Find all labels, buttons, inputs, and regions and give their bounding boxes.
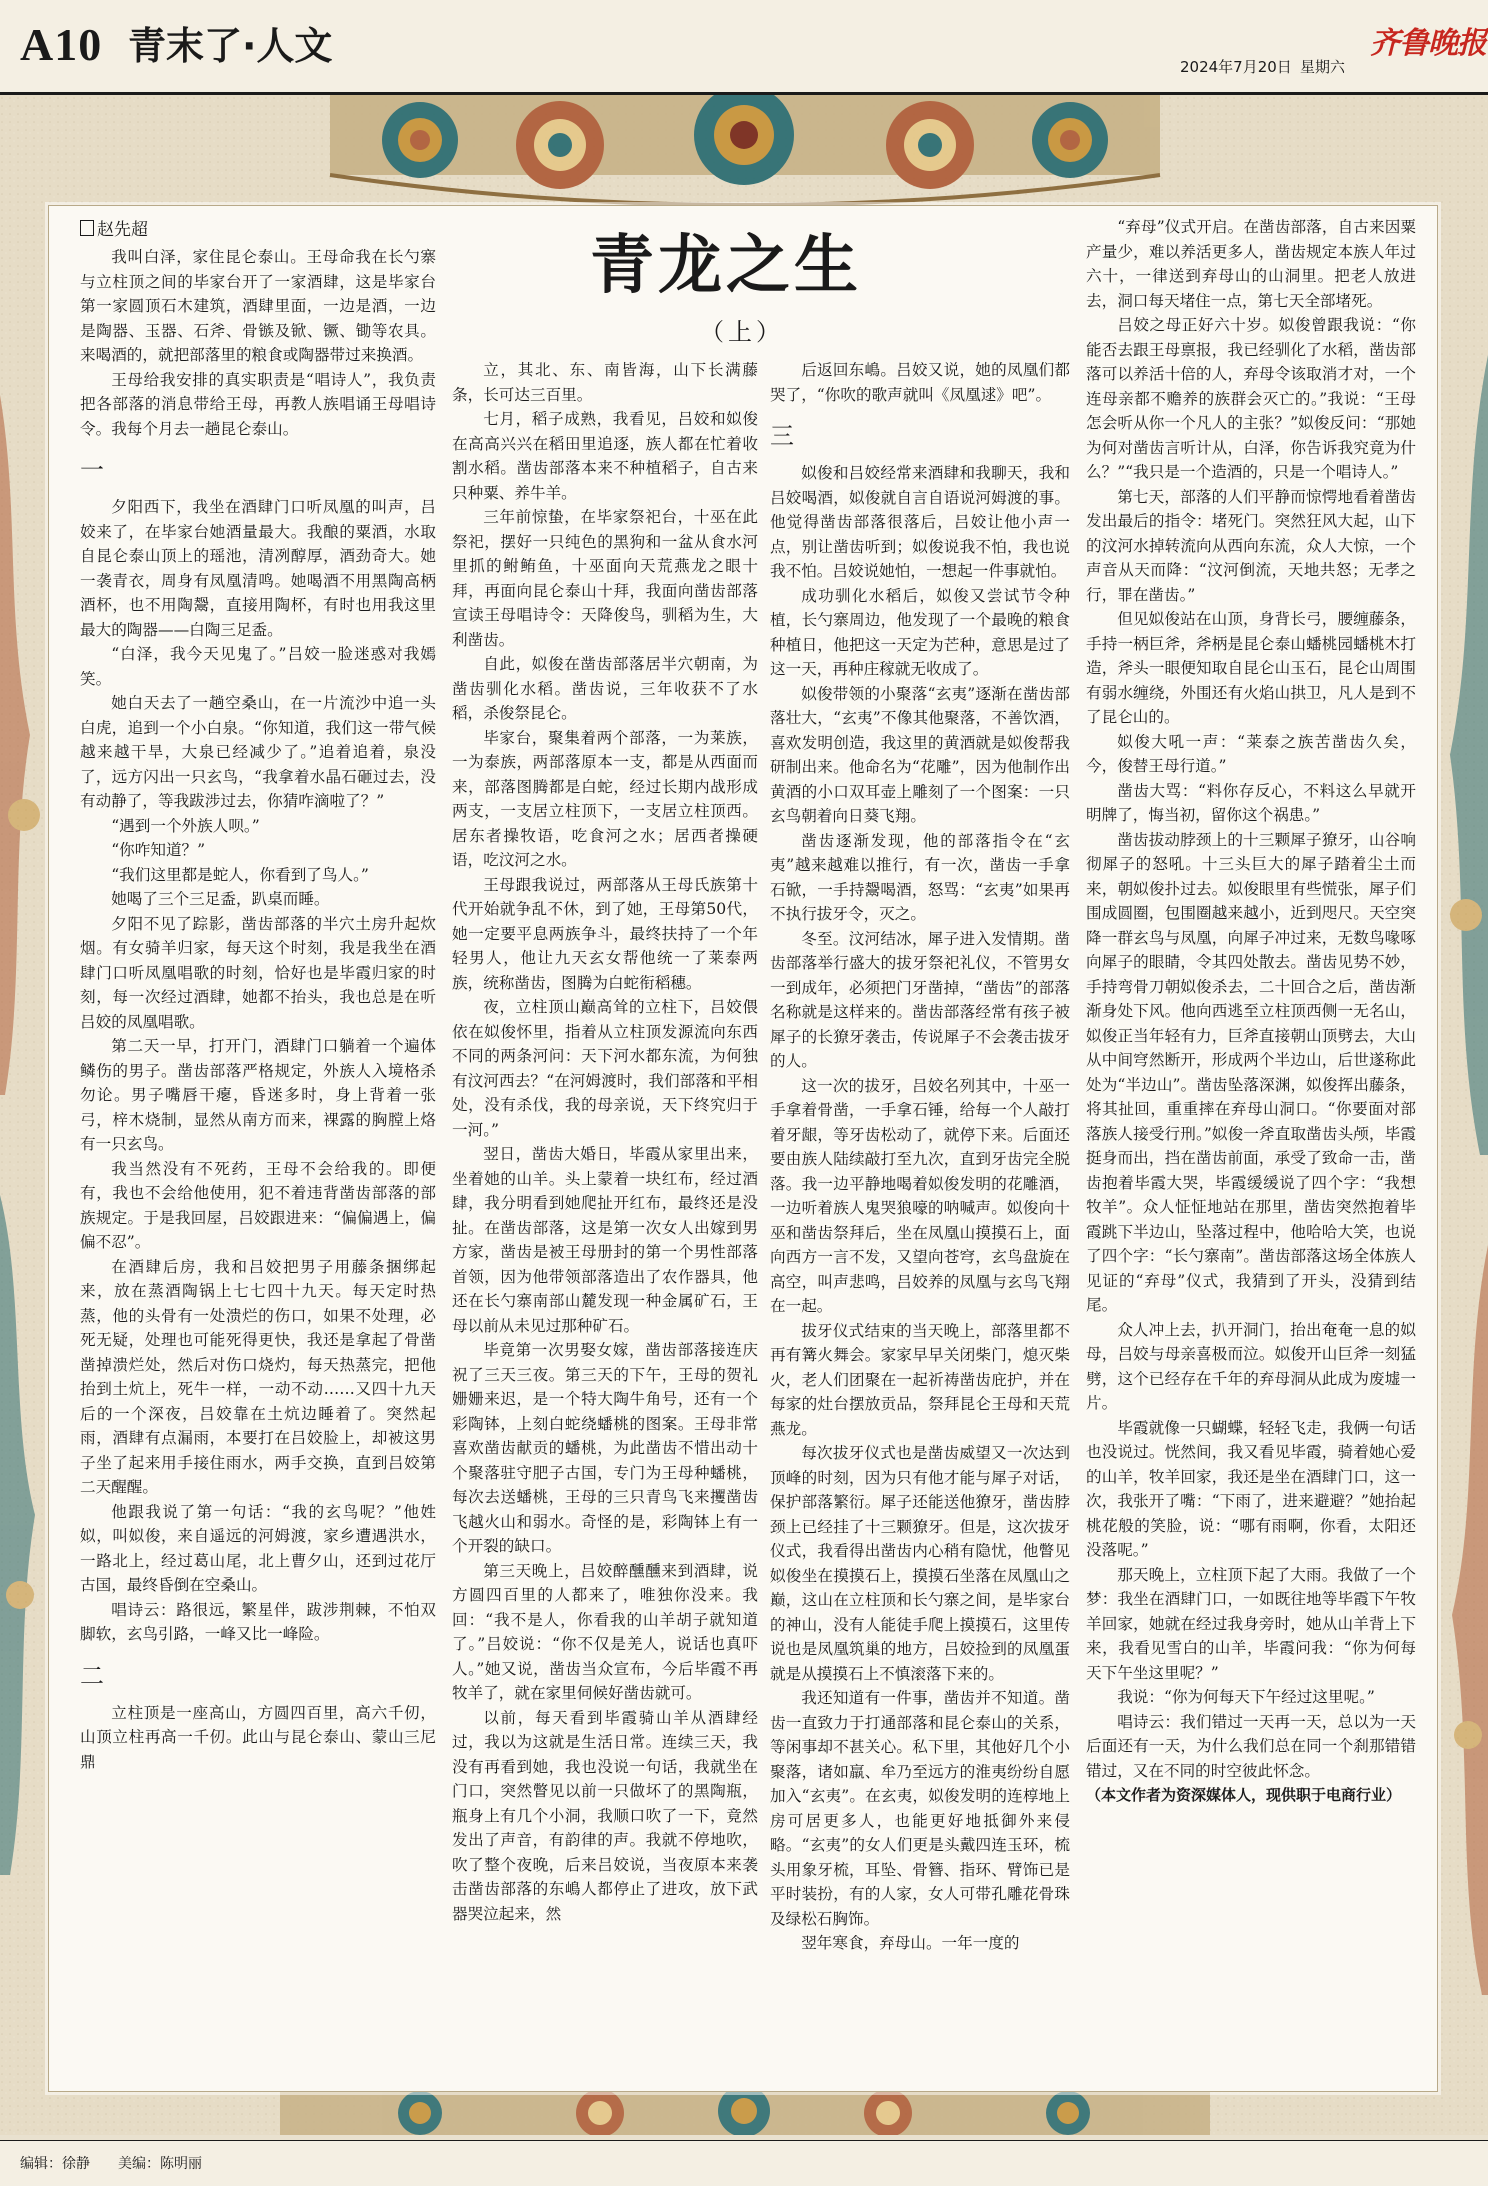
paragraph: 夕阳不见了踪影，凿齿部落的半穴土房升起炊烟。有女骑羊归家，每天这个时刻，我是我坐在酒肆门口听凤凰唱歌的时刻，恰好也是毕霞归家的时刻，每一次经过酒肆，她都不抬头，我也总是在听吕姣的凤凰唱歌。	[80, 914, 436, 1031]
section-heading: 一	[80, 456, 104, 484]
paragraph: 第七天，部落的人们平静而惊愕地看着凿齿发出最后的指令：堵死门。突然狂风大起，山下的汶河水掉转流向从西向东流，众人大惊，一个声音从天而降：“汶河倒流，天地共怒；无孝之行，罪在凿齿。”	[1086, 487, 1416, 604]
paragraph: 凿齿大骂：“料你存反心，不料这么早就开明牌了，悔当初，留你这个祸患。”	[1086, 781, 1416, 824]
paragraph: 三年前惊蛰，在毕家祭祀台，十巫在此祭祀，摆好一只纯色的黑狗和一盆从食水河里抓的鲋鲔鱼，十巫面向天荒燕龙之眼十拜，再面向昆仑泰山十拜，我面向凿齿部落宣读王母唱诗令：天降俊鸟，驯稻为生，大利凿齿。	[452, 508, 758, 649]
paragraph: 自此，姒俊在凿齿部落居半穴朝南，为凿齿驯化水稻。凿齿说，三年收获不了水稻，杀俊祭昆仑。	[452, 655, 758, 722]
paragraph: 她白天去了一趟空桑山，在一片流沙中追一头白虎，追到一个小白泉。“你知道，我们这一带气候越来越干旱，大泉已经减少了。”追着追着，泉没了，远方闪出一只玄鸟，“我拿着水晶石砸过去，没有动静了，等我跋涉过去，你猜咋滴啦了？”	[80, 694, 436, 810]
paragraph: 拔牙仪式结束的当天晚上，部落里都不再有篝火舞会。家家早早关闭柴门，熄灭柴火，老人们团聚在一起祈祷凿齿庇护，并在每家的灶台摆放贡品，祭拜昆仑王母和天荒燕龙。	[770, 1321, 1070, 1438]
paragraph: 王母给我安排的真实职责是“唱诗人”，我负责把各部落的消息带给王母，再教人族唱诵王母唱诗令。我每个月去一趟昆仑泰山。	[80, 370, 436, 438]
designer-credit: 美编：陈明丽	[118, 2156, 202, 2172]
paragraph: 每次拔牙仪式也是凿齿威望又一次达到顶峰的时刻，因为只有他才能与犀子对话，保护部落繁衍。犀子还能送他獠牙，凿齿脖颈上已经挂了十三颗獠牙。但是，这次拔牙仪式，我看得出凿齿内心稍有隐忧，他瞥见姒俊坐在摸摸石上，摸摸石坐落在凤凰山之巅，这山在立柱顶和长勺寨之间，是毕家台的神山，没有人能徒手爬上摸摸石，这里传说也是凤凰筑巢的地方，吕姣捡到的凤凰蛋就是从摸摸石上不慎滚落下来的。	[770, 1444, 1070, 1683]
masthead	[0, 0, 1488, 95]
paragraph: 这一次的拔牙，吕姣名列其中，十巫一手拿着骨凿，一手拿石锤，给每一个人敲打着牙龈，等牙齿松动了，就停下来。后面还要由族人陆续敲打至九次，直到牙齿完全脱落。我一边平静地喝着姒俊发明的花雕酒，一边听着族人鬼哭狼嚎的呐喊声。姒俊向十巫和凿齿祭拜后，坐在凤凰山摸摸石上，面向西方一言不发，又望向苍穹，玄鸟盘旋在高空，叫声悲鸣，吕姣养的凤凰与玄鸟飞翔在一起。	[770, 1076, 1070, 1315]
paragraph: “遇到一个外族人呗。”	[111, 816, 260, 835]
section-heading: 三	[770, 422, 794, 450]
paragraph: 立柱顶是一座高山，方圆四百里，高六千仞，山顶立柱再高一千仞。此山与昆仑泰山、蒙山三尼鼎	[80, 1703, 436, 1771]
paragraph: 姒俊大吼一声：“莱泰之族苦凿齿久矣，今，俊替王母行道。”	[1086, 732, 1416, 775]
paragraph: 我当然没有不死药，王母不会给我的。即便有，我也不会给他使用，犯不着违背凿齿部落的部族规定。于是我回屋，吕姣跟进来：“偏偏遇上，偏偏不忍”。	[80, 1159, 436, 1251]
paragraph: 第三天晚上，吕姣醉醺醺来到酒肆，说方圆四百里的人都来了，唯独你没来。我回：“我不是人，你看我的山羊胡子就知道了。”吕姣说：“你不仅是羌人，说话也真吓人。”她又说，凿齿当众宣布，今后毕霞不再牧羊了，就在家里伺候好凿齿就可。	[452, 1561, 758, 1702]
article-subtitle: （上）	[700, 318, 784, 346]
paragraph: 唱诗云：路很远，繁星伴，跋涉荆棘，不怕双脚软，玄鸟引路，一峰又比一峰险。	[80, 1600, 436, 1643]
paragraph: 后返回东嶋。吕姣又说，她的凤凰们都哭了，“你吹的歌声就叫《凤凰逑》吧”。	[770, 361, 1070, 404]
paragraph: 以前，每天看到毕霞骑山羊从酒肆经过，我以为这就是生活日常。连续三天，我没有再看到她，我也没说一句话，我就坐在门口，突然瞥见以前一只做坏了的黑陶瓶，瓶身上有几个小洞，我顺口吹了一下，竟然发出了声音，有韵律的声。我就不停地吹，吹了整个夜晚，后来吕姣说，当夜原本来袭击凿齿部落的东嶋人都停止了进攻，放下武器哭泣起来，然	[452, 1708, 758, 1923]
paragraph: 那天晚上，立柱顶下起了大雨。我做了一个梦：我坐在酒肆门口，一如既往地等毕霞下午牧羊回家，她就在经过我身旁时，她从山羊背上下来，我看见雪白的山羊，毕霞问我：“你为何每天下午坐这里呢？”	[1086, 1565, 1416, 1682]
article-column-2	[452, 358, 758, 2065]
paragraph: 她喝了三个三足盉，趴桌而睡。	[111, 890, 330, 908]
author-note: （本文作者为资深媒体人，现供职于电商行业）	[1086, 1786, 1402, 1804]
paragraph: 王母跟我说过，两部落从王母氏族第十代开始就争乱不休，到了她，王母第50代，她一定要平息两族争斗，最终扶持了一个年轻男人，他让九天玄女帮他统一了莱泰两族，统称凿齿，图腾为白蛇衔稻穗。	[452, 875, 758, 992]
paragraph: 毕霞就像一只蝴蝶，轻轻飞走，我俩一句话也没说过。恍然间，我又看见毕霞，骑着她心爱的山羊，牧羊回家，我还是坐在酒肆门口，这一次，我张开了嘴：“下雨了，进来避避？”她抬起桃花般的笑脸，说：“哪有雨啊，你看，太阳还没落呢。”	[1086, 1418, 1416, 1559]
page-footer	[0, 2140, 1488, 2186]
paragraph: 他跟我说了第一句话：“我的玄鸟呢？”他姓姒，叫姒俊，来自遥远的河姆渡，家乡遭遇洪水，一路北上，经过葛山尾，北上曹夕山，还到过花厅古国，最终昏倒在空桑山。	[80, 1502, 436, 1594]
paragraph: 众人冲上去，扒开洞门，抬出奄奄一息的姒母，吕姣与母亲喜极而泣。姒俊开山巨斧一刻猛劈，这个已经存在千年的弃母洞从此成为废墟一片。	[1086, 1320, 1416, 1412]
issue-date: 2024年7月20日	[1180, 58, 1292, 76]
paragraph: “你咋知道？”	[111, 841, 206, 859]
paragraph: 第二天一早，打开门，酒肆门口躺着一个遍体鳞伤的男子。凿齿部落严格规定，外族人入境格杀勿论。男子嘴唇干瘪，昏迷多时，身上背着一张弓，梓木烧制，显然从南方而来，裸露的胸膛上烙有一只玄鸟。	[80, 1037, 436, 1153]
author-byline	[80, 215, 148, 240]
paragraph: 毕家台，聚集着两个部落，一为莱族，一为泰族，两部落原本一支，都是从西面而来，部落图腾都是白蛇，经过长期内战形成两支，一支居立柱顶下，一支居立柱顶西。居东者操牧语，吃食河之水；居西者操硬语，吃汶河之水。	[452, 728, 758, 869]
paragraph: “我们这里都是蛇人，你看到了鸟人。”	[111, 865, 369, 884]
paragraph: “弃母”仪式开启。在凿齿部落，自古来因粟产量少，难以养活更多人，凿齿规定本族人年过六十，一律送到弃母山的山洞里。把老人放进去，洞口每天堵住一点，第七天全部堵死。	[1086, 218, 1416, 310]
paragraph: 夕阳西下，我坐在酒肆门口听凤凰的叫声，吕姣来了，在毕家台她酒量最大。我酿的粟酒，水取自昆仑泰山顶上的瑶池，清冽醇厚，酒劲奇大。她一袭青衣，周身有凤凰清鸣。她喝酒不用黑陶高柄酒杯，也不用陶鬶，直接用陶杯，有时也用我这里最大的陶器——白陶三足盉。	[80, 498, 436, 639]
paragraph: 立，其北、东、南皆海，山下长满藤条，长可达三百里。	[452, 361, 758, 404]
paragraph: 我说：“你为何每天下午经过这里呢。”	[1117, 1688, 1375, 1706]
article-column-1	[80, 245, 436, 2065]
paragraph: 成功驯化水稻后，姒俊又尝试节令种植，长勺寨周边，他发现了一个最晚的粮食种植日，他把这一天定为芒种，意思是过了这一天，再种庄稼就无收成了。	[770, 586, 1070, 678]
paragraph: 冬至。汶河结冰，犀子进入发情期。凿齿部落举行盛大的拔牙祭祀礼仪，不管男女一到成年，必须把门牙凿掉，“凿齿”的部落名称就是这样来的。凿齿部落经常有孩子被犀子的长獠牙袭击，传说犀子不会袭击拔牙的人。	[770, 929, 1070, 1070]
paragraph: 但见姒俊站在山顶，身背长弓，腰缠藤条，手持一柄巨斧，斧柄是昆仑泰山蟠桃园蟠桃木打造，斧头一眼便知取自昆仑山玉石，昆仑山周围有弱水缠绕，外围还有火焰山拱卫，凡人是到不了昆仑山的。	[1086, 610, 1416, 726]
paragraph: 我还知道有一件事，凿齿并不知道。凿齿一直致力于打通部落和昆仑泰山的关系，等闲事却不甚关心。私下里，其他好几个小聚落，诸如羸、牟乃至远方的淮夷纷纷自愿加入“玄夷”。在玄夷，姒俊发明的连椁地上房可居更多人，也能更好地抵御外来侵略。“玄夷”的女人们更是头戴四连玉环，梳头用象牙梳，耳坠、骨簪、指环、臂饰已是平时装扮，有的人家，女人可带孔雕花骨珠及绿松石胸饰。	[770, 1689, 1070, 1928]
paragraph: 唱诗云：我们错过一天再一天，总以为一天后面还有一天，为什么我们总在同一个刹那错错错过，又在不同的时空彼此怀念。	[1086, 1712, 1416, 1780]
paragraph: 我叫白泽，家住昆仑泰山。王母命我在长勺寨与立柱顶之间的毕家台开了一家酒肆，这是毕家台第一家圆顶石木建筑，酒肆里面，一边是酒，一边是陶器、玉器、石斧、骨镞及锨、镢、锄等农具。来喝酒的，就把部落里的粮食或陶器带过来换酒。	[80, 248, 436, 364]
paragraph: 七月，稻子成熟，我看见，吕姣和姒俊在高高兴兴在稻田里追逐，族人都在忙着收割水稻。凿齿部落本来不种植稻子，自古来只种粟、养牛羊。	[452, 410, 758, 502]
issue-weekday: 星期六	[1300, 58, 1346, 76]
paragraph: 凿齿逐渐发现，他的部落指令在“玄夷”越来越难以推行，有一次，凿齿一手拿石锨，一手持鬶喝酒，怒骂：“玄夷”如果再不执行拔牙令，灭之。	[770, 831, 1070, 923]
paragraph: 凿齿拔动脖颈上的十三颗犀子獠牙，山谷响彻犀子的怒吼。十三头巨大的犀子踏着尘土而来，朝姒俊扑过去。姒俊眼里有些慌张，犀子们围成圆圈，包围圈越来越小，近到咫尺。天空突降一群玄鸟与凤凰，向犀子冲过来，无数鸟喙啄向犀子的眼睛，令其四处散去。凿齿见势不妙，手持弯骨刀朝姒俊杀去，二十回合之后，凿齿渐渐身处下风。他向西逃至立柱顶西侧一无名山，姒俊正当年轻有力，巨斧直接朝山顶劈去，大山从中间穹然断开，形成两个半边山，后世遂称此处为“半边山”。凿齿坠落深渊，姒俊挥出藤条，将其扯回，重重摔在弃母山洞口。“你要面对部落族人接受行刑。”姒俊一斧直取凿齿头颅，毕霞挺身而出，挡在凿齿前面，承受了致命一击，凿齿抱着毕霞大哭，毕霞缓缓说了四个字：“我想牧羊”。众人怔怔地站在那里，凿齿突然抱着毕霞跳下半边山，坠落过程中，他哈哈大笑，也说了四个字：“长勺寨南”。凿齿部落这场全体族人见证的“弃母”仪式，我猜到了开头，没猜到结尾。	[1086, 830, 1416, 1314]
page-number: A10	[20, 19, 103, 70]
author-name: 赵先超	[97, 220, 148, 240]
section-name: 青末了·人文	[128, 24, 333, 68]
paragraph: “白泽，我今天见鬼了。”吕姣一脸迷惑对我嫣笑。	[80, 645, 436, 688]
paragraph: 翌年寒食，弃母山。一年一度的	[801, 1934, 1020, 1952]
article-column-3	[770, 358, 1070, 2065]
paragraph: 吕姣之母正好六十岁。姒俊曾跟我说：“你能否去跟王母禀报，我已经驯化了水稻，凿齿部落可以养活十倍的人，弃母令该取消才对，一个连母亲都不赡养的族群会灭亡的。”我说：“王母怎会听从你一个凡人的主张？”姒俊反问：“那她为何对凿齿言听计从，白泽，你告诉我究竟为什么？”“我只是一个造酒的，只是一个唱诗人。”	[1086, 316, 1416, 481]
byline-box-icon	[80, 220, 94, 236]
paragraph: 姒俊带领的小聚落“玄夷”逐渐在凿齿部落壮大，“玄夷”不像其他聚落，不善饮酒，喜欢发明创造，我这里的黄酒就是姒俊帮我研制出来。他命名为“花雕”，因为他制作出黄酒的小口双耳壶上雕刻了一个图案：一只玄鸟朝着向日葵飞翔。	[770, 684, 1070, 825]
editor-credit: 编辑：徐静	[20, 2156, 90, 2172]
paragraph: 毕竟第一次男娶女嫁，凿齿部落接连庆祝了三天三夜。第三天的下午，王母的贺礼姗姗来迟，是一个特大陶牛角号，还有一个彩陶钵，上刻白蛇绕蟠桃的图案。王母非常喜欢凿齿献贡的蟠桃，为此凿齿不惜出动十个聚落驻守肥子古国，专门为王母种蟠桃，每次去送蟠桃，王母的三只青鸟飞来攫凿齿飞越火山和弱水。奇怪的是，彩陶钵上有一个开裂的缺口。	[452, 1341, 758, 1555]
article-column-4	[1086, 215, 1416, 2065]
paragraph: 夜，立柱顶山巅高耸的立柱下，吕姣偎依在姒俊怀里，指着从立柱顶发源流向东西不同的两条河问：天下河水都东流，为何独有汶河西去？“在河姆渡时，我们部落和平相处，没有杀伐，我的母亲说，天下终究归于一河。”	[452, 998, 758, 1139]
paragraph: 翌日，凿齿大婚日，毕霞从家里出来，坐着她的山羊。头上蒙着一块红布，经过酒肆，我分明看到她爬扯开红布，最终还是没扯。在凿齿部落，这是第一次女人出嫁到男方家，凿齿是被王母册封的第一个男性部落首领，因为他带领部落造出了农作器具，他还在长勺寨南部山麓发现一种金属矿石，王母以前从未见过那种矿石。	[452, 1145, 758, 1335]
paragraph: 在酒肆后房，我和吕姣把男子用藤条捆绑起来，放在蒸酒陶锅上七七四十九天。每天定时热蒸，他的头骨有一处溃烂的伤口，如果不处理，必死无疑，处理也可能死得更快，我还是拿起了骨凿凿掉溃烂处，然后对伤口烧灼，每天热蒸完，把他抬到土炕上，死牛一样，一动不动……又四十九天后的一个深夜，吕姣靠在土炕边睡着了。突然起雨，酒肆有点漏雨，本要打在吕姣脸上，却被这男子坐了起来用手接住雨水，两手交换，直到吕姣第二天醒醒。	[80, 1257, 436, 1496]
article-title: 青龙之生	[590, 228, 862, 303]
newspaper-logo: 齐鲁晚报	[1370, 26, 1486, 61]
bottom-ornament	[280, 2085, 1210, 2135]
section-heading: 二	[80, 1661, 104, 1690]
paragraph: 姒俊和吕姣经常来酒肆和我聊天，我和吕姣喝酒，姒俊就自言自语说河姆渡的事。他觉得凿齿部落很落后，吕姣让他小声一点，别让凿齿听到；姒俊说我不怕，我也说我不怕。吕姣说她怕，一想起一件事就怕。	[770, 464, 1070, 580]
